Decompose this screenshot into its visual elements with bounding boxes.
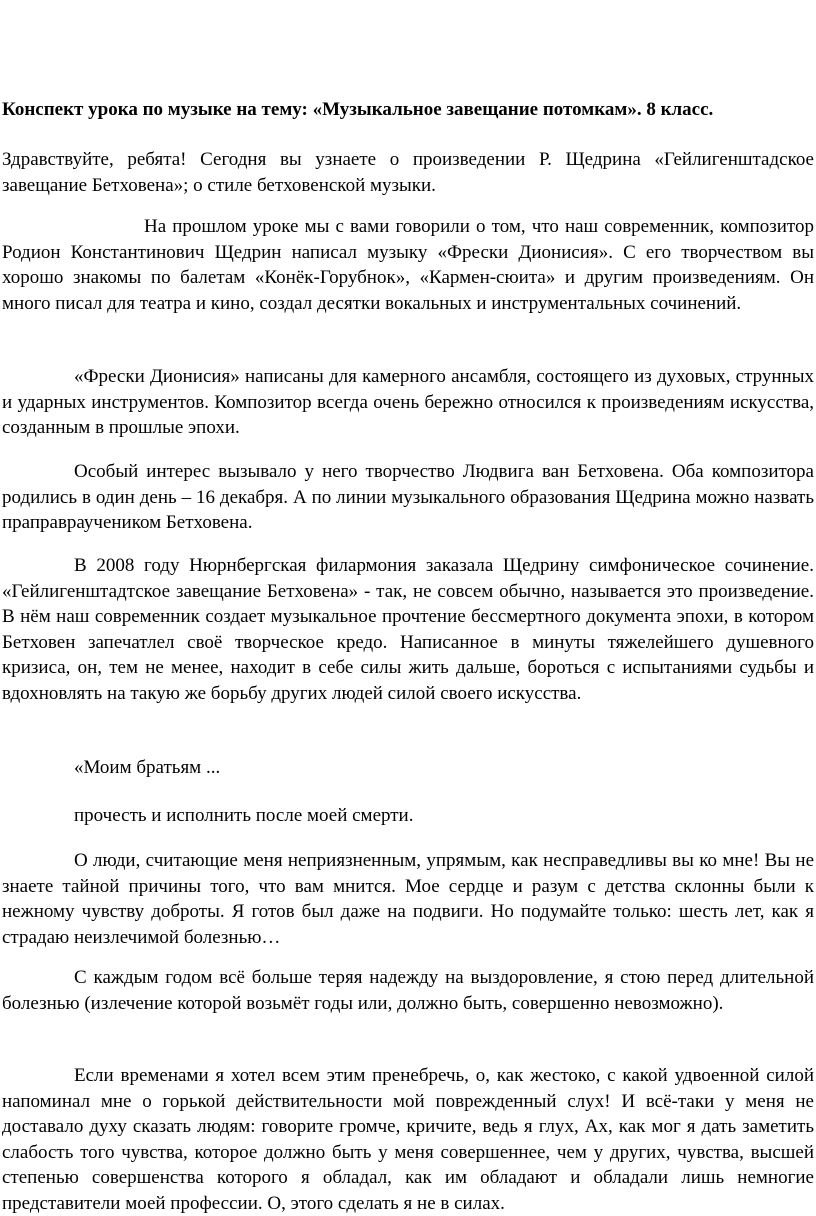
paragraph-text: Если временами я хотел всем этим пренебречь, о, как жестоко, с какой удвоенной силой напоминал мне о горькой действительности мой поврежденный слух! И всё-таки у меня не доставало духу сказать людям: говорите громче, кричите, ведь я глух, Ах, как мог я дать заметить слабость того чувства, которое должно быть у меня совершеннее, чем у других, чувства, высшей степенью совершенства которого я обладал, как им обладают и обладали лишь немногие представители моей профессии. О, этого сделать я не в силах. (2, 1065, 814, 1214)
paragraph-text: «Фрески Дионисия» написаны для камерного ансамбля, состоящего из духовых, струнных и ударных инструментов. Композитор всегда очень бережно относился к произведениям искусства, созданным в прошлые эпохи. (2, 366, 814, 438)
paragraph-oh-people (2, 848, 814, 950)
paragraph-beethoven-interest (2, 459, 814, 536)
paragraph-to-my-brothers (2, 755, 814, 781)
paragraph-text: О люди, считающие меня неприязненным, упрямым, как несправедливы вы ко мне! Вы не знаете тайной причины того, что вам мнится. Мое сердце и разум с детства склонны были к нежному чувству доброты. Я готов был даже на подвиги. Но подумайте только: шесть лет, как я страдаю неизлечимой болезнью… (2, 850, 814, 948)
paragraph-read-after-death (2, 803, 814, 829)
paragraph-2008-commission (2, 553, 814, 706)
paragraph-greeting (2, 147, 814, 198)
paragraph-text: прочесть и исполнить после моей смерти. (74, 805, 414, 826)
document-title: Конспект урока по музыке на тему: «Музыкальное завещание потомкам». 8 класс. (2, 99, 714, 120)
paragraph-every-year (2, 965, 814, 1016)
paragraph-if-at-times (2, 1063, 814, 1216)
paragraph-text: С каждым годом всё больше теряя надежду на выздоровление, я стою перед длительной болезнью (излечение которой возьмёт годы или, должно быть, совершенно невозможно). (2, 967, 814, 1014)
paragraph-text: На прошлом уроке мы с вами говорили о том, что наш современник, композитор Родион Константинович Щедрин написал музыку «Фрески Дионисия». С его творчеством вы хорошо знакомы по балетам «Конёк-Горубнок», «Кармен-сюита» и другим произведениям. Он много писал для театра и кино, создал десятки вокальных и инструментальных сочинений. (2, 216, 814, 314)
paragraph-frescoes (2, 364, 814, 441)
paragraph-text: «Моим братьям ... (74, 757, 221, 778)
paragraph-text: Особый интерес вызывало у него творчество Людвига ван Бетховена. Оба композитора родились в один день – 16 декабря. А по линии музыкального образования Щедрина можно назвать праправраучеником Бетховена. (2, 461, 814, 533)
paragraph-text: В 2008 году Нюрнбергская филармония заказала Щедрину симфоническое сочинение. «Гейлигенштадтское завещание Бетховена» - так, не совсем обычно, называется это произведение. В нём наш современник создает музыкальное прочтение бессмертного документа эпохи, в котором Бетховен запечатлел своё творческое кредо. Написанное в минуты тяжелейшего душевного кризиса, он, тем не менее, находит в себе силы жить дальше, бороться с испытаниями судьбы и вдохновлять на такую же борьбу других людей силой своего искусства. (2, 555, 814, 704)
paragraph-previous-lesson (2, 214, 814, 316)
paragraph-text: Здравствуйте, ребята! Сегодня вы узнаете о произведении Р. Щедрина «Гейлигенштадское завещание Бетховена»; о стиле бетховенской музыки. (2, 149, 814, 196)
